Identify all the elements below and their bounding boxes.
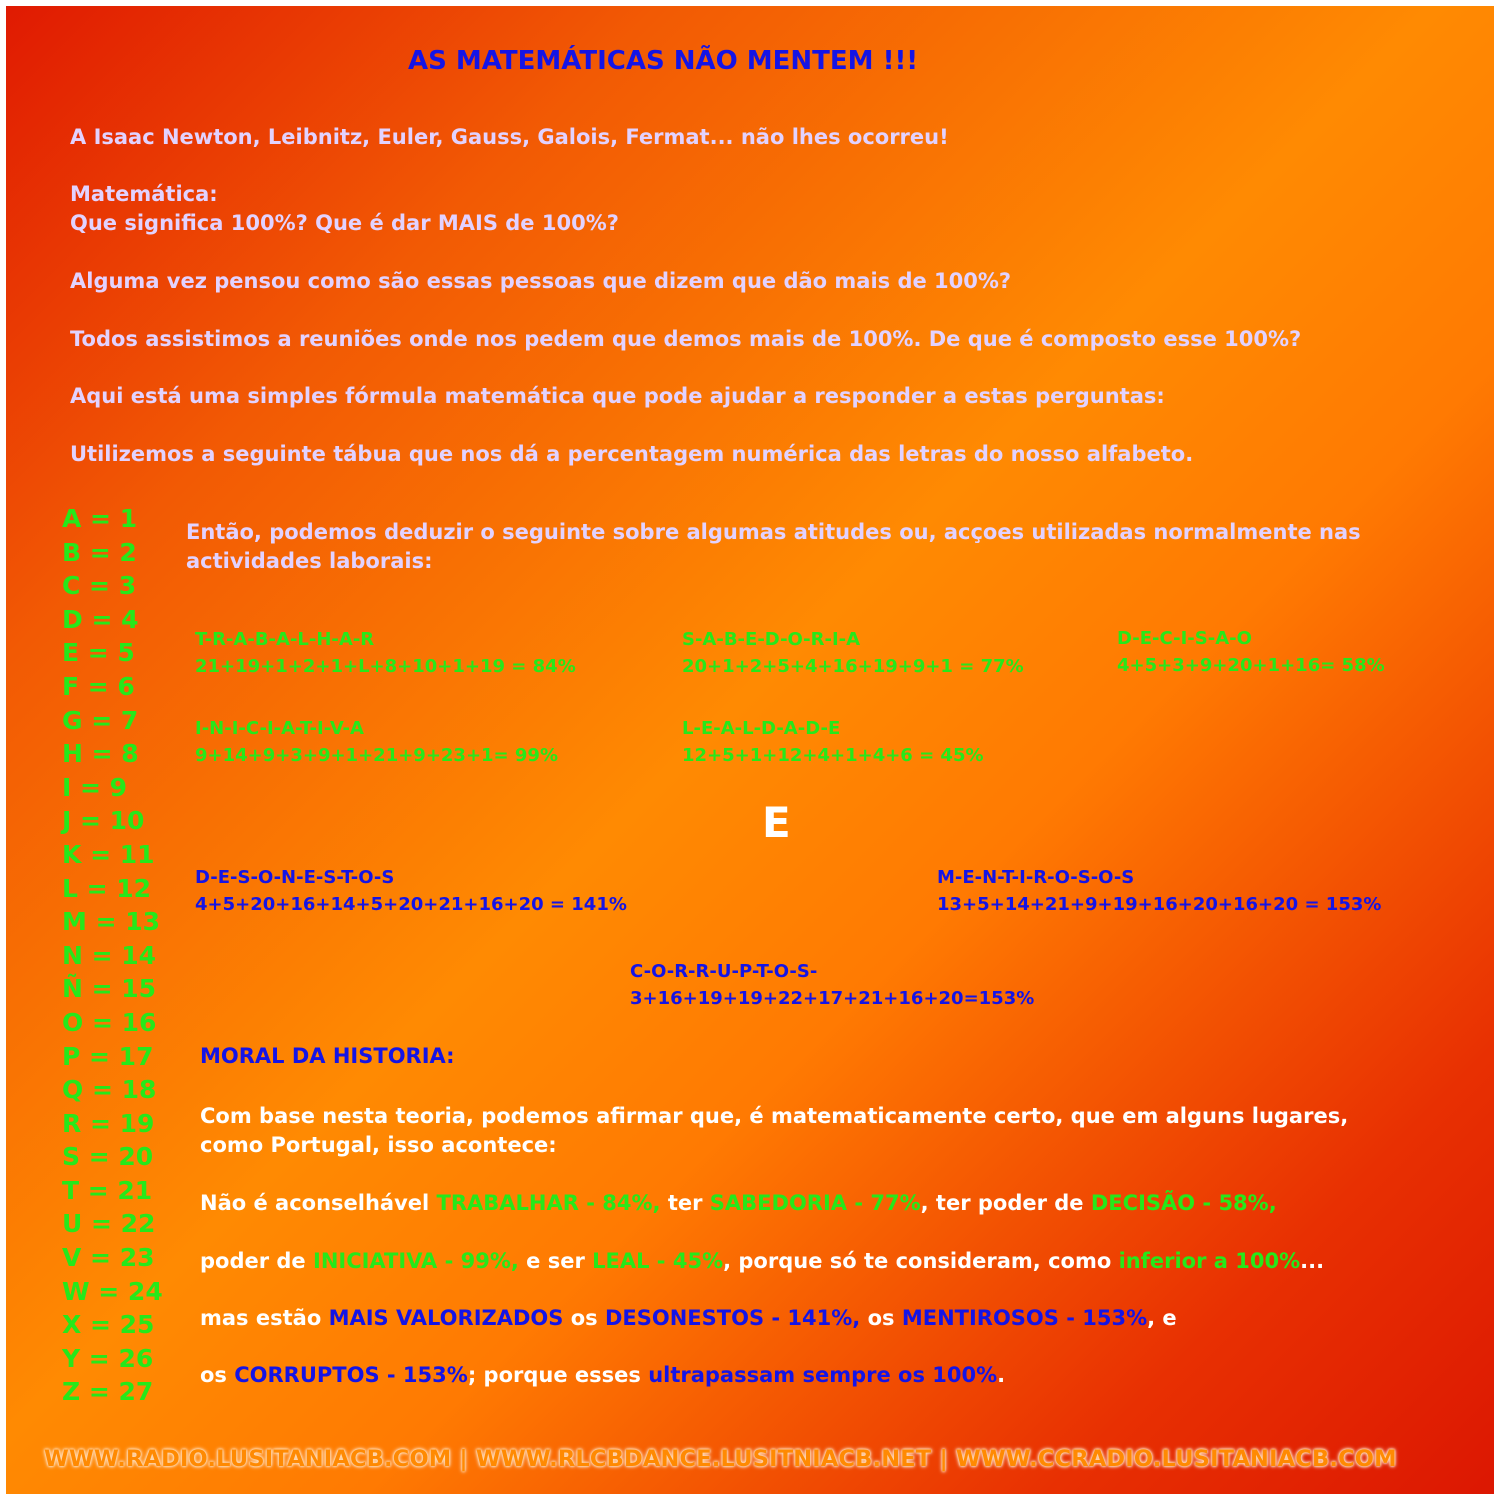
alphabet-entry: J = 10: [62, 806, 145, 836]
moral-highlight: INICIATIVA - 99%,: [313, 1249, 519, 1273]
alphabet-entry: S = 20: [62, 1142, 154, 1172]
formula-desonestos: [195, 864, 627, 918]
alphabet-entry: Ñ = 15: [62, 974, 157, 1004]
moral-highlight: CORRUPTOS - 153%: [234, 1363, 468, 1387]
alphabet-entry: K = 11: [62, 839, 155, 869]
alphabet-entry: Q = 18: [62, 1075, 157, 1105]
formula-lealdade: [682, 715, 984, 769]
formula-mentirosos: [937, 864, 1381, 918]
alphabet-entry: N = 14: [62, 940, 157, 970]
moral-line-3: [200, 1247, 1324, 1276]
formula-word: I-N-I-C-I-A-T-I-V-A: [195, 718, 364, 739]
formula-corruptos: [630, 958, 1034, 1012]
moral-line: como Portugal, isso acontece:: [200, 1133, 557, 1157]
formula-sabedoria: [682, 626, 1024, 680]
moral-highlight: DESONESTOS - 141%,: [604, 1306, 861, 1330]
alphabet-entry: O = 16: [62, 1007, 157, 1037]
moral-line-5: [200, 1361, 1005, 1390]
moral-line-4: [200, 1304, 1177, 1333]
alphabet-entry: U = 22: [62, 1209, 156, 1239]
intro-line-2: Matemática:: [70, 182, 218, 206]
formula-word: S-A-B-E-D-O-R-I-A: [682, 629, 861, 650]
formula-calc: 20+1+2+5+4+16+19+9+1 = 77%: [682, 656, 1024, 677]
moral-text: , ter poder de: [920, 1191, 1091, 1215]
moral-text: os: [200, 1363, 235, 1387]
alphabet-entry: I = 9: [62, 772, 128, 802]
moral-highlight: MAIS VALORIZADOS: [328, 1306, 564, 1330]
moral-text: .: [997, 1363, 1006, 1387]
intro-line-1: A Isaac Newton, Leibnitz, Euler, Gauss, Galois, Fermat... não lhes ocorreu!: [70, 125, 949, 149]
alphabet-entry: L = 12: [62, 873, 152, 903]
alphabet-entry: F = 6: [62, 671, 135, 701]
alphabet-entry: Z = 27: [62, 1377, 154, 1407]
formula-calc: 21+19+1+2+1+L+8+10+1+19 = 84%: [195, 656, 576, 677]
alphabet-table: [62, 502, 163, 1409]
moral-text: , porque só te consideram, como: [723, 1249, 1119, 1273]
formula-word: C-O-R-R-U-P-T-O-S-: [630, 961, 818, 982]
alphabet-entry: W = 24: [62, 1276, 163, 1306]
moral-text: os: [860, 1306, 902, 1330]
formula-calc: 9+14+9+3+9+1+21+9+23+1= 99%: [195, 745, 558, 766]
formula-word: L-E-A-L-D-A-D-E: [682, 718, 841, 739]
formula-calc: 4+5+20+16+14+5+20+21+16+20 = 141%: [195, 894, 627, 915]
alphabet-entry: T = 21: [62, 1175, 153, 1205]
formula-word: M-E-N-T-I-R-O-S-O-S: [937, 867, 1135, 888]
intro-line-5: Todos assistimos a reuniões onde nos pedem que demos mais de 100%. De que é composto esse 100%?: [70, 327, 1302, 351]
alphabet-entry: X = 25: [62, 1310, 155, 1340]
moral-line: Com base nesta teoria, podemos afirmar que, é matematicamente certo, que em alguns lugares,: [200, 1104, 1349, 1128]
formula-iniciativa: [195, 715, 558, 769]
separator-letter: E: [762, 798, 791, 847]
moral-highlight: SABEDORIA - 77%: [709, 1191, 921, 1215]
formula-calc: 4+5+3+9+20+1+16= 58%: [1117, 655, 1385, 676]
formula-calc: 13+5+14+21+9+19+16+20+16+20 = 153%: [937, 894, 1382, 915]
formula-calc: 12+5+1+12+4+1+4+6 = 45%: [682, 745, 984, 766]
moral-highlight: LEAL - 45%: [592, 1249, 724, 1273]
poster: [6, 6, 1494, 1494]
moral-text: poder de: [200, 1249, 313, 1273]
moral-heading: MORAL DA HISTORIA:: [200, 1044, 455, 1068]
intro-line-7: Utilizemos a seguinte tábua que nos dá a percentagem numérica das letras do nosso alfabeto.: [70, 442, 1194, 466]
formula-word: D-E-S-O-N-E-S-T-O-S: [195, 867, 395, 888]
moral-text: ter: [660, 1191, 710, 1215]
alphabet-entry: C = 3: [62, 571, 137, 601]
moral-highlight: TRABALHAR - 84%,: [436, 1191, 661, 1215]
moral-highlight: ultrapassam sempre os 100%: [648, 1363, 998, 1387]
alphabet-entry: B = 2: [62, 537, 137, 567]
moral-highlight: MENTIROSOS - 153%: [901, 1306, 1148, 1330]
alphabet-entry: G = 7: [62, 705, 139, 735]
moral-highlight: inferior a 100%: [1118, 1249, 1301, 1273]
formula-trabalhar: [195, 626, 576, 680]
alphabet-entry: R = 19: [62, 1108, 155, 1138]
formula-word: D-E-C-I-S-A-O: [1117, 628, 1252, 649]
moral-text: Não é aconselhável: [200, 1191, 437, 1215]
page-title: AS MATEMÁTICAS NÃO MENTEM !!!: [408, 46, 919, 76]
formula-decisao: [1117, 625, 1385, 679]
alphabet-entry: E = 5: [62, 638, 135, 668]
formula-word: T-R-A-B-A-L-H-A-R: [195, 629, 375, 650]
alphabet-entry: Y = 26: [62, 1343, 154, 1373]
lead-line-1: Então, podemos deduzir o seguinte sobre algumas atitudes ou, acçoes utilizadas normalmente nas: [186, 520, 1361, 544]
footer-links: WWW.RADIO.LUSITANIACB.COM | WWW.RLCBDANCE.LUSITNIACB.NET | WWW.CCRADIO.LUSITANIACB.COM: [44, 1446, 1397, 1472]
formula-calc: 3+16+19+19+22+17+21+16+20=153%: [630, 988, 1035, 1009]
moral-text: os: [563, 1306, 605, 1330]
alphabet-entry: P = 17: [62, 1041, 154, 1071]
moral-text: ...: [1300, 1249, 1325, 1273]
moral-text: , e: [1147, 1306, 1177, 1330]
moral-text: mas estão: [200, 1306, 329, 1330]
alphabet-entry: A = 1: [62, 504, 138, 533]
alphabet-entry: M = 13: [62, 907, 161, 937]
moral-text: e ser: [518, 1249, 593, 1273]
moral-paragraph-1: [200, 1102, 1348, 1160]
intro-line-6: Aqui está uma simples fórmula matemática que pode ajudar a responder a estas perguntas:: [70, 384, 1165, 408]
moral-line-2: [200, 1189, 1277, 1218]
alphabet-entry: H = 8: [62, 739, 139, 769]
lead-text: [186, 518, 1361, 576]
alphabet-entry: V = 23: [62, 1243, 155, 1273]
moral-highlight: DECISÃO - 58%,: [1090, 1191, 1277, 1215]
lead-line-2: actividades laborais:: [186, 549, 433, 573]
intro-line-4: Alguma vez pensou como são essas pessoas que dizem que dão mais de 100%?: [70, 269, 1012, 293]
moral-text: ; porque esses: [467, 1363, 649, 1387]
alphabet-entry: D = 4: [62, 604, 139, 634]
intro-line-3: Que significa 100%? Que é dar MAIS de 100%?: [70, 211, 619, 235]
